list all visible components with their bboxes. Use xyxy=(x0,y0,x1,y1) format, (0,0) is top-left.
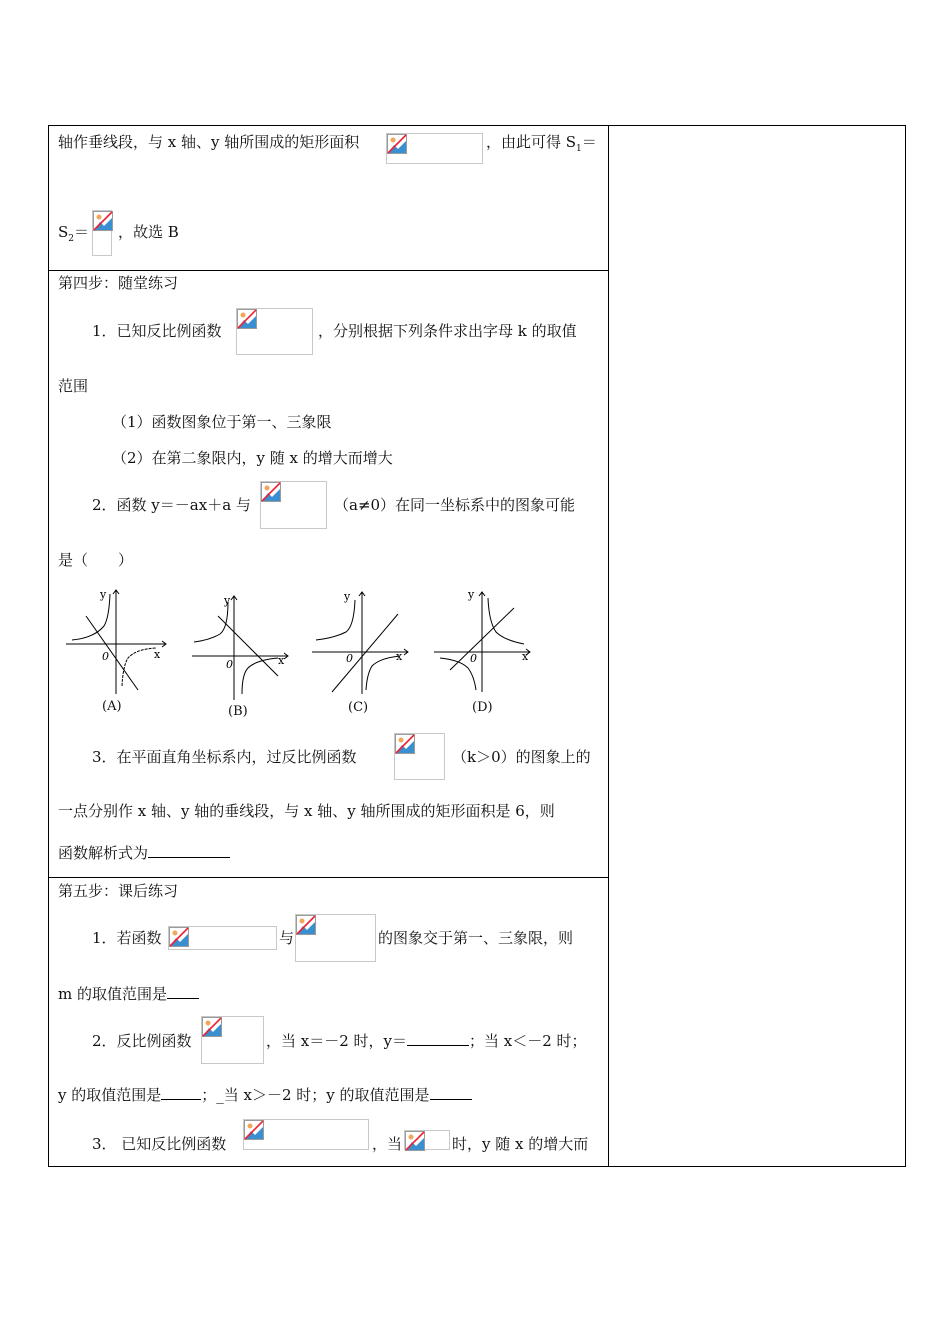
origin-label: 0 xyxy=(102,650,109,663)
column-divider xyxy=(608,125,609,1167)
formula-image xyxy=(386,133,483,164)
formula-image xyxy=(168,926,277,950)
answer-blank[interactable] xyxy=(167,984,199,999)
question-text: 1．若函数 xyxy=(92,929,162,947)
axis-x-label: x xyxy=(522,650,529,663)
text-line: $S_2=$ xyxy=(58,223,90,244)
question-text: （2）在第二象限内，y 随 x 的增大而增大 xyxy=(112,449,393,467)
question-text: ，当 x＝－2 时，y＝ ；当 x＜－2 时； xyxy=(266,1032,587,1050)
broken-image-icon xyxy=(93,211,113,231)
question-text: 一点分别作 x 轴、y 轴的垂线段，与 x 轴、y 轴所围成的矩形面积是 6，则 xyxy=(58,802,555,820)
formula-image xyxy=(404,1130,450,1150)
broken-image-icon xyxy=(169,927,189,947)
answer-blank[interactable] xyxy=(148,843,230,858)
broken-image-icon xyxy=(237,309,257,329)
question-text: 3．在平面直角坐标系内，过反比例函数 xyxy=(92,748,357,766)
graph-option-c xyxy=(310,588,410,696)
answer-blank[interactable] xyxy=(161,1085,201,1100)
question-text: m 的取值范围是 xyxy=(58,984,199,1004)
axis-y-label: y xyxy=(468,588,475,601)
answer-blank[interactable] xyxy=(407,1031,469,1046)
question-text: y 的取值范围是 ；_当 x＞－2 时；y 的取值范围是 xyxy=(58,1085,472,1105)
formula-image xyxy=(295,914,376,962)
origin-label: 0 xyxy=(470,652,477,665)
question-text: 2．反比例函数 xyxy=(92,1032,192,1050)
axis-y-label: y xyxy=(224,594,231,607)
row-divider xyxy=(48,270,609,271)
graph-option-a xyxy=(64,586,168,696)
question-text: 2．函数 y＝－ax＋a 与 xyxy=(92,496,251,514)
question-text: （1）函数图象位于第一、三象限 xyxy=(112,413,332,431)
section-heading: 第四步：随堂练习 xyxy=(58,274,179,292)
option-d-label: (D) xyxy=(472,700,493,715)
question-text: 范围 xyxy=(58,377,89,395)
formula-image xyxy=(201,1016,264,1064)
question-text: ，分别根据下列条件求出字母 k 的取值 xyxy=(318,322,577,340)
broken-image-icon xyxy=(244,1120,264,1140)
section-heading: 第五步：课后练习 xyxy=(58,882,179,900)
axis-x-label: x xyxy=(278,654,285,667)
question-text: （k＞0）的图象上的 xyxy=(452,748,591,766)
broken-image-icon xyxy=(405,1131,425,1151)
broken-image-icon xyxy=(261,482,281,502)
axis-y-label: y xyxy=(100,588,107,601)
axis-y-label: y xyxy=(344,590,351,603)
option-b-label: (B) xyxy=(228,704,248,719)
broken-image-icon xyxy=(395,734,415,754)
row-divider xyxy=(48,877,609,878)
origin-label: 0 xyxy=(226,658,233,671)
text-line: ，故选 B xyxy=(118,223,179,241)
graph-option-b xyxy=(190,590,290,702)
question-text: 函数解析式为 xyxy=(58,843,230,863)
graph-option-d xyxy=(432,588,532,694)
question-text: 1．已知反比例函数 xyxy=(92,322,222,340)
text-line: 轴作垂线段，与 x 轴、y 轴所围成的矩形面积 xyxy=(58,133,360,151)
broken-image-icon xyxy=(202,1017,222,1037)
answer-blank[interactable] xyxy=(430,1085,472,1100)
question-text: （a≠0）在同一坐标系中的图象可能 xyxy=(334,496,576,514)
question-text: 3． 已知反比例函数 xyxy=(92,1135,227,1153)
origin-label: 0 xyxy=(346,652,353,665)
axis-x-label: x xyxy=(154,648,161,661)
formula-image xyxy=(260,481,327,529)
question-text: 是（ ） xyxy=(58,551,134,569)
axis-x-label: x xyxy=(396,650,403,663)
option-c-label: (C) xyxy=(348,700,369,715)
formula-image xyxy=(92,210,112,256)
formula-image xyxy=(236,308,313,355)
formula-image xyxy=(243,1119,369,1150)
option-a-label: (A) xyxy=(102,699,122,714)
question-text: 时，y 随 x 的增大而 xyxy=(452,1135,589,1153)
question-text: ，当 xyxy=(372,1135,403,1153)
broken-image-icon xyxy=(387,134,407,154)
broken-image-icon xyxy=(296,915,316,935)
formula-image xyxy=(394,733,445,780)
question-text: 与 xyxy=(279,929,295,947)
text-line: ，由此可得 $S_1=$ xyxy=(486,133,597,154)
question-text: 的图象交于第一、三象限，则 xyxy=(378,929,574,947)
